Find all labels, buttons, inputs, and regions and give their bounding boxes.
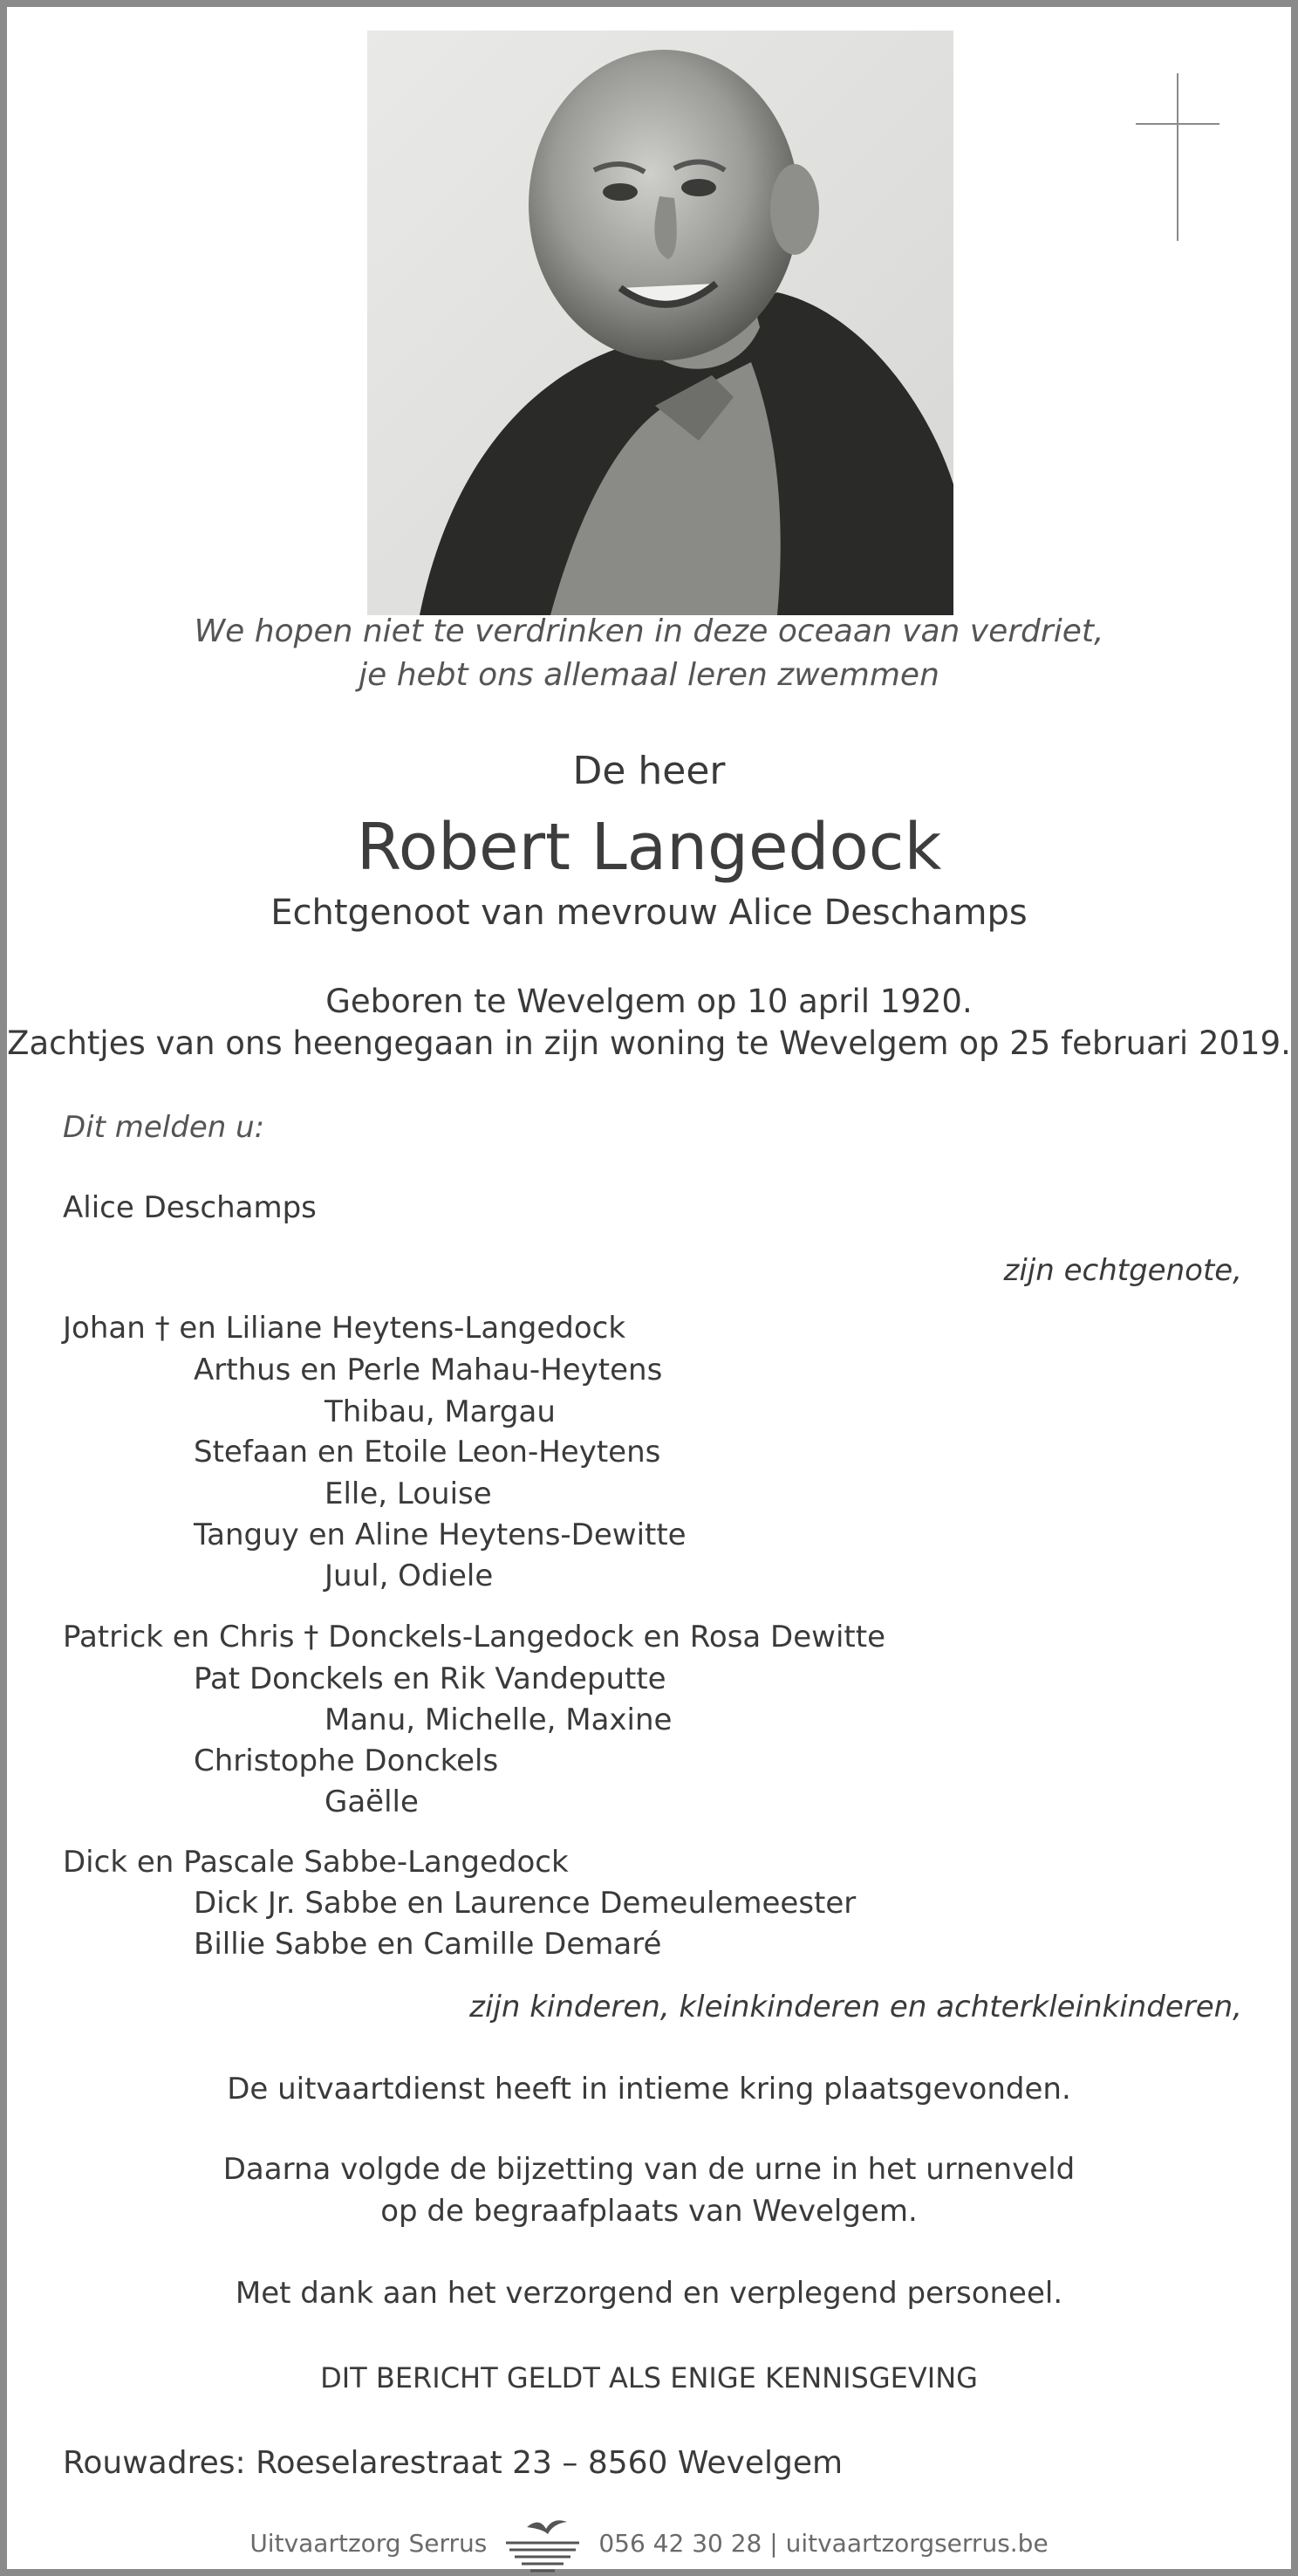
burial-line-2: op de begraafplaats van Wevelgem. (380, 2194, 918, 2229)
service-line: De uitvaartdienst heeft in intieme kring plaatsgevonden. (227, 2072, 1071, 2107)
family-member: Dick Jr. Sabbe en Laurence Demeulemeester (194, 1886, 857, 1921)
quote-line-2: je hebt ons allemaal leren zwemmen (359, 657, 939, 693)
funeral-home-contact[interactable]: 056 42 30 28 | uitvaartzorgserrus.be (598, 2528, 1049, 2558)
cross-icon (1136, 73, 1219, 241)
family-member: Christophe Donckels (194, 1744, 499, 1778)
family-member: Johan † en Liliane Heytens-Langedock (63, 1311, 626, 1346)
seagull-logo-icon (501, 2510, 584, 2576)
footer (7, 2510, 1291, 2576)
spouse-line: Echtgenoot van mevrouw Alice Deschamps (270, 893, 1028, 933)
family-member: Arthus en Perle Mahau-Heytens (194, 1353, 663, 1387)
spouse-role: zijn echtgenote, (1003, 1253, 1242, 1288)
family-member: Pat Donckels en Rik Vandeputte (194, 1661, 666, 1696)
birth-line: Geboren te Wevelgem op 10 april 1920. (325, 983, 973, 1020)
family-member: Juul, Odiele (324, 1559, 494, 1593)
funeral-home-name: Uitvaartzorg Serrus (249, 2528, 488, 2558)
address-line: Rouwadres: Roeselarestraat 23 – 8560 Wevelgem (63, 2445, 844, 2481)
family-member: Stefaan en Etoile Leon-Heytens (194, 1435, 661, 1470)
family-member: Gaëlle (324, 1785, 419, 1819)
family-member: Elle, Louise (324, 1476, 492, 1511)
portrait-photo (367, 31, 953, 615)
deceased-name: Robert Langedock (356, 810, 942, 885)
quote-line-1: We hopen niet te verdrinken in deze oceaan van verdriet, (194, 613, 1104, 649)
announce-label: Dit melden u: (63, 1110, 265, 1145)
thanks-line: Met dank aan het verzorgend en verplegend personeel. (235, 2276, 1063, 2311)
notice-line: DIT BERICHT GELDT ALS ENIGE KENNISGEVING (320, 2361, 978, 2394)
family-member: Tanguy en Aline Heytens-Dewitte (194, 1518, 687, 1552)
family-member: Manu, Michelle, Maxine (324, 1702, 673, 1737)
family-member: Dick en Pascale Sabbe-Langedock (63, 1845, 569, 1880)
children-role: zijn kinderen, kleinkinderen en achterkleinkinderen, (469, 1990, 1242, 2024)
death-line: Zachtjes van ons heengegaan in zijn woning te Wevelgem op 25 februari 2019. (7, 1024, 1291, 1062)
burial-line-1: Daarna volgde de bijzetting van de urne in het urnenveld (222, 2152, 1076, 2187)
honorific: De heer (572, 749, 726, 793)
spouse-name: Alice Deschamps (63, 1190, 317, 1225)
family-member: Patrick en Chris † Donckels-Langedock en Rosa Dewitte (63, 1620, 885, 1655)
family-member: Thibau, Margau (324, 1394, 556, 1429)
family-member: Billie Sabbe en Camille Demaré (194, 1927, 662, 1962)
